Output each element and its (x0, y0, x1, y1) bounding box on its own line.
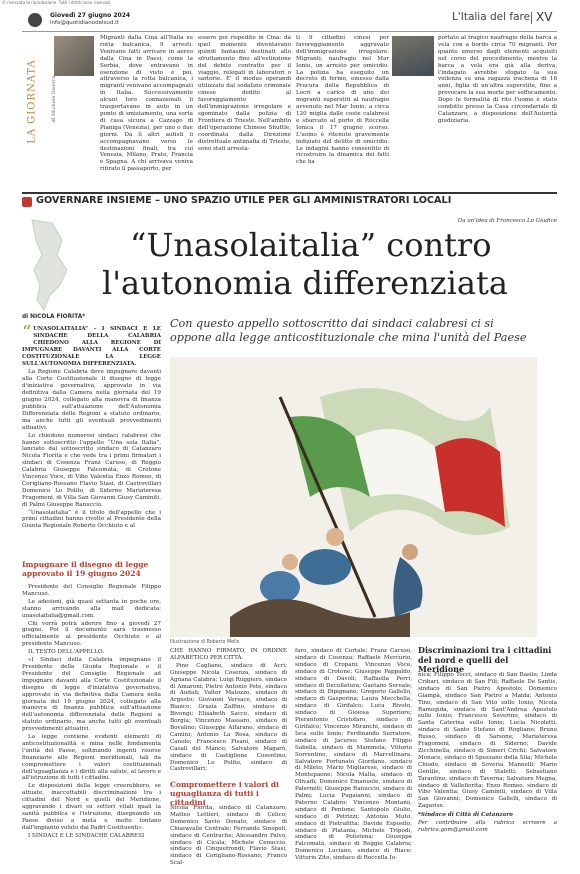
col-d-heading: Discriminazioni tra i cittadini del nord e quelli del Meridione (418, 645, 552, 674)
article-lead: UNASOLAITALIA” – I SINDACI E LE SINDACHE DELLA CALABRIA CHIEDONO ALLA REGIONE DI IMPUGNARE DAVANTI ALLA CORTE COSTITUZIONALE LA LEGGE SULL'AUTONOMIA DIFFERENZIATA. (22, 326, 161, 367)
section-title: L'Italia del fare (452, 11, 531, 23)
shipwreck-photo (392, 36, 434, 76)
col-b-para-2: Pino Cagliano, sindaco di Acri; Giuseppe Nicola Cosenza, sindaco di Agnana Calabra; Luigi Ruggiero, sindaco di Amaroni; Pietro Antonio Pete, sindaco di Audali; Valter Matozzo, sindaco di Argusto; Giovanni Versace, sindaco di Bianco; Grazia Zaffino, sindaco di Bivongi; Elisabeth Sacco, sindaco di Borgia; Vincenzo Massaro, sindaco di Bovalino; Giuseppe Alfarano, sindaco di Camini; Antonio La Rosa, sindaco di Canolo; Francesco Pisani, sindaco di Casali del Manco; Salvatore Magarò, sindaco di Castiglione Cosentino; Domenico Lo Polito, sindaco di Castrovillari; (170, 662, 287, 773)
article-para-4: Presidente del Consiglio Regionale Filippo Mancuso. (22, 584, 161, 597)
illustration (170, 357, 537, 637)
calabria-map-icon (22, 215, 82, 315)
kicker-band (22, 192, 557, 209)
email-link[interactable]: info@quotidianodelsud.it (50, 20, 119, 26)
article-col-d (418, 672, 557, 872)
article-para-3: “Unasolaitalia” è il titolo dell'appello che i primi cittadini hanno rivolto al Presidente della Giunta Regionale Roberto Occhiuto e al (22, 509, 161, 530)
masthead-rule (22, 31, 557, 32)
giornata-col-4: portato al tragico naufragio della barca a vela con a bordo circa 70 migranti. Per quanto emerso dagli elementi acquisiti nel corso del procedimento, mentre la barca a vela era già alla deriva, l'indagato avrebbe sfogato la sua violenza su una ragazza irachena di 16 anni, figlia di un'altra superstite, fino a provocare la sua morte per soffocamento. Dopo le formalità di rito l'uomo è stato condotto presso la Casa circondariale di Catanzaro, a disposizione dell'Autorità giudiziaria. (438, 35, 557, 124)
col-b-para-1: CHE HANNO FIRMATO, IN ORDINE ALFABETICO PER CITTÀ. (170, 648, 287, 661)
giornata-col-3: ti 9 cittadini cinesi per favoreggiamento aggravato dell'immigrazione irregolare. Migranti: naufragio nel Mar Ionio, un arresto per omicidio. La polizia ha eseguito un decreto di fermo, emesso dalla Procura della Repubblica di Locri a carico di uno dei migranti superstiti al naufragio avvenuto nel Mar Ionio, a circa 120 miglia dalle coste calabresi e sbarcato al porto di Roccella Ionica il 17 giugno scorso. L'uomo è ritenuto gravemente indiziato del delitto di omicidio. Le indagini hanno consentito di ricostruire la dinamica dei fatti che ha (296, 35, 389, 166)
article-col-b-top (170, 648, 287, 773)
giornata-col-2: essere poi rispedito in Cina: da quel momento diventavano quindi fantasmi destinati allo sfruttamento fino all'estinzione del debito contratto per il viaggio, relegati in laboratori o sartorie. E' il modus operandi utilizzato dal sodalizio criminale cinese dedito al favoreggiamento dell'immigrazione irregolare e sgominato dalla polizia di Frontiera di Trieste. Nell'ambito dell'operazione Chinese Shuttle, coordinata dalla Direzione distrettuale antimafia di Trieste, sono stati arresta- (198, 35, 291, 152)
article-col-b-bottom (170, 805, 287, 872)
migrants-photo (54, 36, 94, 76)
flag-illustration (170, 357, 537, 637)
idea-credit: Da un'idea di Francesco Lo Giudice (457, 218, 557, 224)
article-col-c: faro, sindaco di Cortale; Franz Caruso, sindaco di Cosenza; Raffaele Mercurio, sindaco di Cropani; Vincenzo Voce, sindaco di Crotone; Giuseppe Pappaldo, sindaco di Davoli; Raffaella Perri, sindaco di Decollatura; Gaetano Sereale, sindaco di Dipignano; Gregorio Gallello, sindaco di Gasperina; Laura Mecchella, sindaco di Girifalco; Luca Rivoto, sindaco di Gioiosa Superiore; Pierantonio Cristofaro, sindaco di Girifalco; Vincenzo Miranchi, sindaco di Isca sullo Ionio; Ferdinando Serratore, sindaco di Jacurso; Stefano Filippo Sabella, sindaco di Mammola; Vittorio Sorrentino, sindaco di Marcellinara. Salvatore Fortunato Giordano, sindaco di Mileto; Mario Migliarese, sindaco di Montepaone; Nicola Malta, sindaco di Olivadi; Domenico Emanuele, sindaco di Palermiti; Giuseppe Ranuccio, sindaco di Palmi; Lucia Pugaianni, sindaco di Paterno Calabro; Vincenzo Montano, sindaco di Pentone; Santopolo Giulio, sindaco di Petrizzi; Antonio Muto, sindaco di Pietrafitta; Davide Esposito, sindaco di Platania; Michele Tripodi, sindaco di Polistena; Giuseppe Falcomatà, sindaco di Reggio Calabria; Domenico Luciano, sindaco di Riace; Vittorio Zito, sindaco di Roccella Io- (295, 648, 412, 862)
col-b-para-3: Nicola Fiorita, sindaco di Catanzaro; Matteo Lettieri, sindaco di Celico; Domenico Savio Donato, sindaco di Chiaravalle Centrale; Ferrando Sinopoli, sindaco di Centrache; Alessandro Palvo, sindaco di Cicala; Michele Cenuccio, sindaco di Cinquefrondi; Flavio Stasi, sindaco di Corigliano-Rossano; Franco Scal- (170, 805, 287, 867)
issue-date: Giovedì 27 giugno 2024 (50, 12, 131, 19)
article-para-1: La Regione Calabria deve impugnare davanti alla Corte Costituzionale il disegno di legge d'iniziativa governativa, approvato in via definitiva dalla Camera nella giornata del 19 giugno 2024, collegato alla manovra di finanza pubblica sull'attuazione dell'Autonomia Differenziata delle Regioni a statuto ordinario, ma anche tutti gli eventuali provvedimenti attuativi. (22, 369, 161, 431)
headline-line-1: “Unasolaitalia” contro (130, 226, 492, 264)
giornata-byline: di Michele Inserra (51, 75, 57, 123)
masthead (22, 9, 557, 31)
copyright-line: © riservata la riproduzione. Tutti i diritti sono riservati. (2, 0, 112, 5)
article-para-11: I SINDACI E LE SINDACHE CALABRESI (28, 832, 145, 839)
headline-line-2: l'autonomia differenziata (102, 264, 508, 302)
kicker-bullet-icon (22, 197, 32, 207)
section-divider (531, 12, 532, 24)
article-para-2: Lo chiedono numerosi sindaci calabresi che hanno sottoscritto l'appello “Una sola Italia”, lanciato dal sottoscritto sindaco di Catanzaro Nicola Fiorita e che vede tra i primi firmatari i sindaci di Cosenza Franz Caruso, di Reggio Calabria Giuseppe Falcomatà, di Crotone Vincenzo Voce, di Vibo Valentia Enzo Romeo, di Corigliano-Rossano Flavio Stasi, di Castrovillari Domenico Lo Polito, di Siderno Mariateresa Fragomeni, di Villa San Giovanni Giusy Caminiti, di Palmi Giuseppe Ranuccio. (22, 432, 161, 508)
subhead-col-b: Compromettere i valori di uguaglianza di tutti i cittadini (170, 780, 279, 807)
giornata-label (22, 52, 57, 162)
article-col-a-top (22, 322, 161, 530)
article-para-7: IL TESTO DELL'APPELLO. (28, 649, 105, 656)
logo-icon (28, 13, 42, 27)
signature: *Sindaco di Città di Catanzaro (418, 812, 513, 819)
author-byline: di NICOLA FIORITA* (22, 314, 86, 320)
article-para-5: Le adesioni, già quasi settanta in poche ore, stanno arrivando alla mail dedicata: unasolaitalia@gmail.com. (22, 598, 161, 619)
dropcap-quote: “ (22, 322, 32, 343)
page-number: XV (536, 10, 553, 24)
contribute-note[interactable]: Per contribuire alla rubrica scrivere a rubrica.gom@gmail.com (418, 820, 557, 833)
standfirst: Con questo appello sottoscritto dai sindaci calabresi ci si oppone alla legge anticostituzionale che mina l'unità del Paese (170, 317, 527, 344)
col-d-para-1: nica; Filippo Tocci, sindaco di San Basile; Linda Cribari, sindaco di San Fili; Raffaele De Santis, sindaco di San Pietro Apostolo; Domenico Giampà, sindaco San Pietro a Maida; Antonio Tino, sindaco di San Vito sullo Ionio; Nicola Ramogida, sindaco di Sant'Andrea Apostolo sullo Ionio; Francesco Severino, sindaco di Santa Caterina sullo Ionio; Lucia Nicoletti, sindaco di Santo Stefano di Rogliano; Bruno Russo, sindaco di Sarsone; Mariateresa Fragomeni, sindaco di Siderno; Davide Zicchinella, sindaco di Simeri Crichi; Salvatore Monaco, sindaco di Spezzano della Sila; Michele Chiodo, sindaco di Soverìa Mannelli; Mario Gentile, sindaco di Stalettì; Sebastiano Tarantino, sindaco di Taverna; Salvatore Megna, sindaco di Vallefiorita; Enzo Romeo, sindaco di Vibo Valentia; Giusy Caminiti, sindaco di Villa San Giovanni; Domenico Gallelli, sindaco di Zagarise. (418, 672, 557, 810)
photo-caption: Illustrazione di Roberto Melis (170, 640, 240, 645)
subhead-col-a: Impugnare il disegno di legge approvato il 19 giugno 2024 (22, 560, 149, 578)
giornata-col-1: Migranti dalla Cina all'Italia su rotta balcanica, 9 arresti. Venivano fatti arrivare in aereo dalla Cina in Paesi, come la Serbia, dove entravano in esenzione di visto e poi, attraverso la rotta balcanica, i migranti venivano accompagnati in Italia. Successivamente alcuni loro connazionali li trasportavano in auto in un punto di smistamento, una sorta di casa sicura a Cazzago di Pianiga (Venezia), per uno o due giorni. Da lì altri autisti li accompagnavano verso le destinazioni finali, tra cui Venezia, Milano, Prato, Francia e Spagna. A chi arrivava veniva ritirato il passaporto, per (100, 35, 193, 173)
article-para-6: Chi vorrà potrà aderire fino a giovedì 27 giugno. Poi il documento sarà trasmesso ufficialmente al presidente Occhiuto e al presidente Mancuso. (22, 620, 161, 648)
giornata-vertical-label: LA GIORNATA (26, 59, 38, 144)
article-para-8: «I Sindaci della Calabria impegnano il Presidente della Giunta Regionale e il Presidente del Consiglio Regionale ad impugnare davanti alla Corte Costituzionale il disegno di legge d'iniziativa governativa, approvato in via definitiva dalla Camera nella giornata del 19 giugno 2024, collegato alla manovra di finanza pubblica sull'attuazione dell'autonomia differenziata delle Regioni a statuto ordinario, ma anche tutti gli eventuali provvedimenti attuativi. (22, 657, 161, 733)
article-para-10: Le disposizioni della legge creerebbero, se attuate, inaccettabili discriminazioni tra i cittadini del Nord e quelli del Meridione, aggravando i divari su settori vitali quali la sanità pubblica e l'istruzione, disegnando un Paese diviso a metà e molto lontano dall'impianto voluto dai Padri Costituenti». (22, 783, 161, 831)
article-para-9: La legge contiene evidenti elementi di anticostituzionalità e mina nelle fondamenta l'unità del Paese, soltmando ingenti risorse finanziarie alle Regioni meridionali, tali da compromettere i valori costituzionali dell'uguaglianza e i diritti alla salute, al lavoro e all'istruzione di tutti i cittadini. (22, 734, 161, 782)
giornata-box (22, 34, 557, 184)
article-col-a-bottom (22, 584, 161, 870)
kicker-title: GOVERNARE INSIEME – UNO SPAZIO UTILE PER GLI AMMINISTRATORI LOCALI (36, 195, 452, 206)
